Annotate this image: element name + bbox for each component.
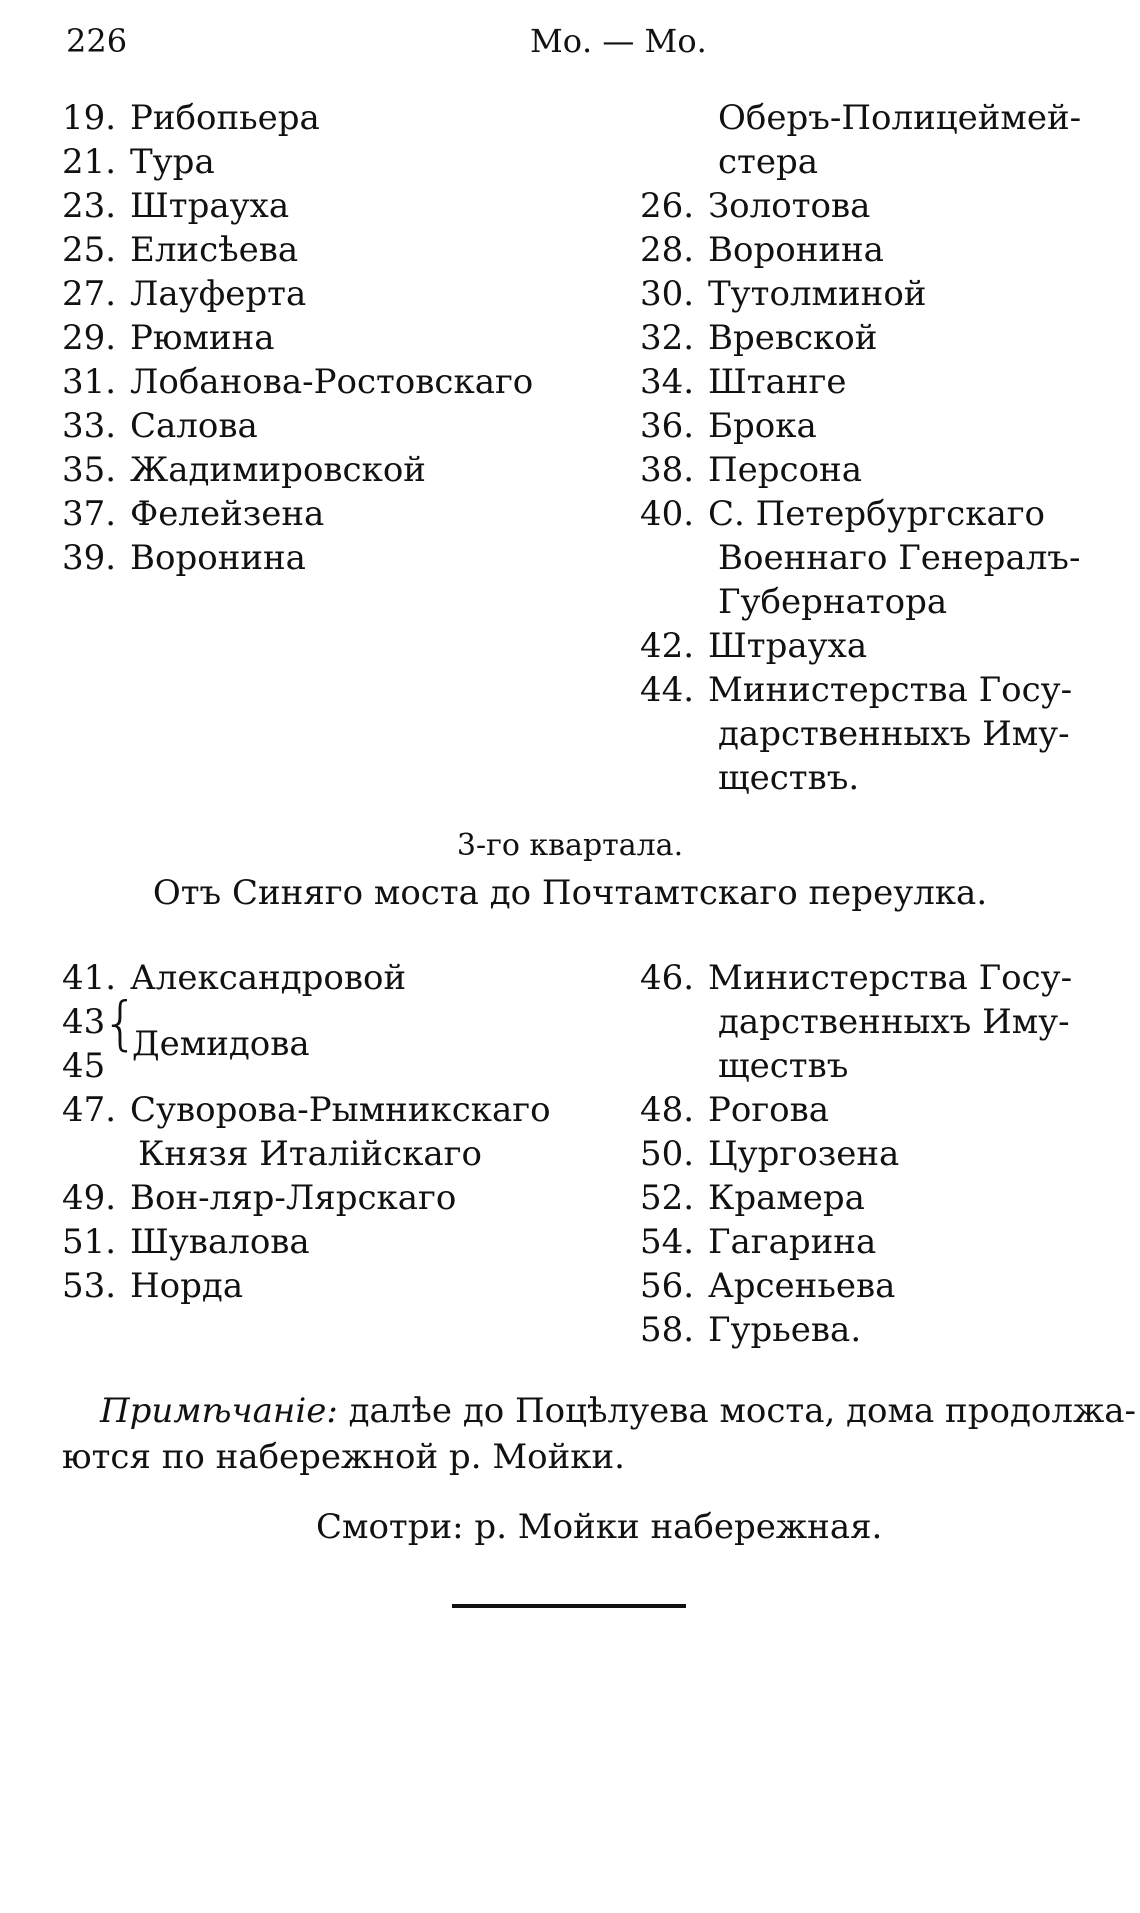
list-item: 32. Вревской: [640, 318, 878, 358]
list-item-continuation: Оберъ-Полицеймей-: [718, 98, 1082, 138]
list-item: 33. Салова: [62, 406, 258, 446]
braced-name: Демидова: [132, 1024, 310, 1064]
list-item: 25. Елисѣева: [62, 230, 299, 270]
list-item: 46. Министерства Госу-: [640, 958, 1073, 998]
list-item: 27. Лауферта: [62, 274, 307, 314]
list-item: 19. Рибопьера: [62, 98, 320, 138]
list-item: 37. Фелейзена: [62, 494, 325, 534]
list-item: 42. Штрауха: [640, 626, 868, 666]
list-item: 38. Персона: [640, 450, 862, 490]
list-item: 50. Цургозена: [640, 1134, 900, 1174]
list-item-continuation: стера: [718, 142, 819, 182]
list-item-continuation: Губернатора: [718, 582, 948, 622]
list-item-continuation: ществъ: [718, 1046, 849, 1086]
list-item-continuation: дарственныхъ Иму-: [718, 714, 1070, 754]
list-item: 52. Крамера: [640, 1178, 865, 1218]
list-item: 56. Арсеньева: [640, 1266, 896, 1306]
list-item: 30. Тутолминой: [640, 274, 927, 314]
list-item-continuation: дарственныхъ Иму-: [718, 1002, 1070, 1042]
list-item-continuation: ществъ.: [718, 758, 860, 798]
running-title: Мо. — Мо.: [530, 22, 707, 60]
list-item: 58. Гурьева.: [640, 1310, 862, 1350]
closing-rule: [452, 1604, 686, 1608]
braced-number-bottom: 45: [62, 1046, 106, 1086]
list-item: 34. Штанге: [640, 362, 847, 402]
list-item: 47. Суворова-Рымникскаго: [62, 1090, 551, 1130]
list-item: 29. Рюмина: [62, 318, 275, 358]
list-item: 44. Министерства Госу-: [640, 670, 1073, 710]
note-line-1: Примѣчаніе: далѣе до Поцѣлуева моста, дома продолжа-: [100, 1391, 1136, 1431]
list-item: 41. Александровой: [62, 958, 407, 998]
note-label: Примѣчаніе:: [100, 1391, 338, 1431]
section-heading: 3-го квартала.: [456, 828, 684, 863]
list-item: 26. Золотова: [640, 186, 871, 226]
list-item: 35. Жадимировской: [62, 450, 426, 490]
list-item: 39. Воронина: [62, 538, 306, 578]
list-item: 23. Штрауха: [62, 186, 290, 226]
see-also: Смотри: р. Мойки набережная.: [316, 1507, 883, 1547]
list-item: 31. Лобанова-Ростовскаго: [62, 362, 534, 402]
list-item: 36. Брока: [640, 406, 817, 446]
note-line-2: ются по набережной р. Мойки.: [62, 1437, 625, 1477]
list-item: 28. Воронина: [640, 230, 884, 270]
list-item-continuation: Князя Италійскаго: [138, 1134, 482, 1174]
list-item: 53. Норда: [62, 1266, 244, 1306]
list-item: 54. Гагарина: [640, 1222, 877, 1262]
section-subheading: Отъ Синяго моста до Почтамтскаго переулка.: [152, 873, 988, 913]
list-item: 40. С. Петербургскаго: [640, 494, 1045, 534]
list-item: 21. Тура: [62, 142, 215, 182]
list-item: 51. Шувалова: [62, 1222, 310, 1262]
list-item-continuation: Военнаго Генералъ-: [718, 538, 1081, 578]
braced-number-top: 43: [62, 1002, 106, 1042]
page-number: 226: [66, 22, 128, 60]
brace-mark: {: [102, 989, 139, 1057]
list-item: 49. Вон-ляр-Лярскаго: [62, 1178, 457, 1218]
list-item: 48. Рогова: [640, 1090, 830, 1130]
